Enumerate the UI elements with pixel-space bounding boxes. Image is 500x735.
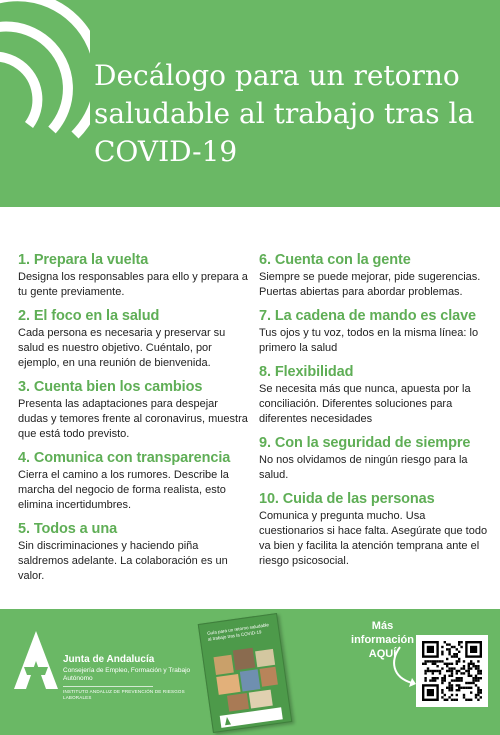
item-title: 6. Cuenta con la gente bbox=[259, 252, 411, 268]
item-title: 3. Cuenta bien los cambios bbox=[18, 379, 203, 395]
item-text: Siempre se puede mejorar, pide sugerencias. Puertas abiertas para abordar problemas. bbox=[259, 271, 481, 298]
list-item bbox=[18, 252, 250, 300]
org-department: Consejería de Empleo, Formación y Trabajo Autónomo bbox=[63, 667, 191, 682]
page-title: Decálogo para un retorno saludable al trabajo tras la COVID-19 bbox=[94, 59, 475, 168]
list-item bbox=[259, 252, 491, 300]
list-item bbox=[259, 308, 491, 356]
org-institute: INSTITUTO ANDALUZ DE PREVENCIÓN DE RIESGOS LABORALES bbox=[63, 689, 185, 700]
item-title: 1. Prepara la vuelta bbox=[18, 252, 149, 268]
item-text: Sin discriminaciones y haciendo piña saldremos adelante. La colaboración es un valor. bbox=[18, 540, 228, 582]
qr-code-icon bbox=[422, 641, 482, 701]
item-title: 5. Todos a una bbox=[18, 521, 118, 537]
header-banner bbox=[0, 0, 500, 207]
item-text: Presenta las adaptaciones para despejar dudas y temores frente al coronavirus, muestra que está todo previsto. bbox=[18, 398, 248, 440]
more-info-label: Más información AQUÍ bbox=[351, 620, 414, 660]
junta-andalucia-logo-icon bbox=[14, 631, 58, 689]
item-text: Tus ojos y tu voz, todos en la misma línea: lo primero la salud bbox=[259, 327, 479, 354]
guide-booklet-cover bbox=[198, 613, 293, 733]
item-title: 4. Comunica con transparencia bbox=[18, 450, 231, 466]
item-title: 2. El foco en la salud bbox=[18, 308, 160, 324]
item-text: Cada persona es necesaria y preservar su salud es nuestro objetivo. Cuéntalo, por ejemplo, en una reunión de bienvenida. bbox=[18, 327, 226, 369]
item-title: 10. Cuida de las personas bbox=[259, 491, 435, 507]
item-text: Designa los responsables para ello y prepara a tu gente previamente. bbox=[18, 271, 248, 298]
item-text: Cierra el camino a los rumores. Describe la marcha del negocio de forma realista, esto elimina incertidumbres. bbox=[18, 469, 229, 511]
divider bbox=[63, 686, 153, 687]
list-item bbox=[259, 364, 491, 427]
right-column bbox=[259, 252, 491, 577]
booklet-photos bbox=[199, 614, 291, 732]
footer bbox=[0, 609, 500, 735]
item-text: Comunica y pregunta mucho. Usa cuestionarios si hace falta. Asegúrate que todo va bien y facilita la atención temprana ante el riesgo psicosocial. bbox=[259, 510, 488, 567]
list-item bbox=[259, 491, 491, 569]
list-item bbox=[18, 521, 250, 584]
list-item bbox=[18, 450, 250, 513]
qr-code[interactable] bbox=[416, 635, 488, 707]
decalogue-content bbox=[0, 207, 500, 609]
item-title: 8. Flexibilidad bbox=[259, 364, 354, 380]
decorative-arcs bbox=[0, 0, 90, 150]
curved-arrow-icon bbox=[388, 645, 418, 690]
list-item bbox=[259, 435, 491, 483]
booklet-title: Guía para un retorno saludable al trabajo tras la COVID-19 bbox=[206, 622, 270, 642]
item-text: No nos olvidamos de ningún riesgo para la salud. bbox=[259, 454, 468, 481]
list-item bbox=[18, 379, 250, 442]
item-title: 7. La cadena de mando es clave bbox=[259, 308, 477, 324]
item-text: Se necesita más que nunca, apuesta por la conciliación. Diferentes soluciones para diferentes necesidades bbox=[259, 383, 471, 425]
item-title: 9. Con la seguridad de siempre bbox=[259, 435, 471, 451]
left-column bbox=[18, 252, 250, 592]
list-item bbox=[18, 308, 250, 371]
org-name: Junta de Andalucía bbox=[63, 654, 155, 665]
